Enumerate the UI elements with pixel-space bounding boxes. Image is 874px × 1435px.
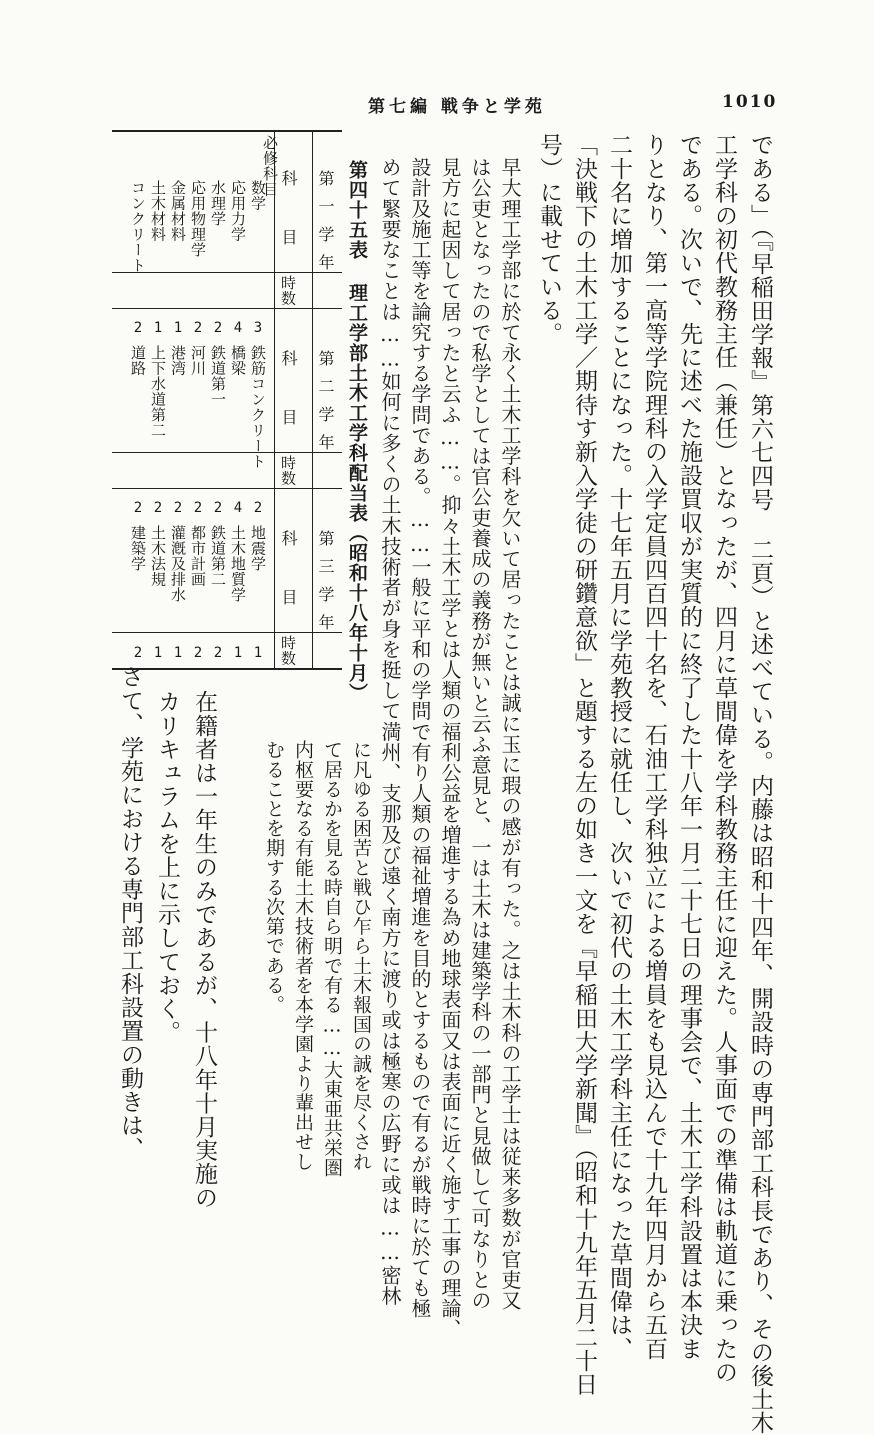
quote-line: は公吏となったので私学としては官公吏養成の義務が無いと云ふ意見と、一は土木は建築学科の一部門と見做して可なりとの <box>468 157 492 1311</box>
hours-header-3: 時数 <box>279 635 297 666</box>
page-number: 1010 <box>722 92 778 112</box>
subject-cell: コンクリート <box>129 180 147 273</box>
hours-cell: 2 <box>193 320 203 336</box>
subject-cell: 数学 <box>249 180 267 211</box>
hours-header-1: 時数 <box>279 275 297 306</box>
hours-cell: 2 <box>133 500 143 516</box>
hours-cell: 4 <box>233 500 243 516</box>
subject-header-1: 科 目 <box>279 170 298 257</box>
subject-cell: 鉄道第二 <box>209 525 227 587</box>
table-caption: 第四十五表 理工学部土木工学科配当表（昭和十八年十月） <box>346 160 368 703</box>
body-line: 在籍者は一年生のみであるが、十八年十月実施の <box>191 690 217 1210</box>
subject-cell: 灌漑及排水 <box>169 525 187 603</box>
quote-line: むることを期する次第である。 <box>263 740 285 1015</box>
subject-cell: 道路 <box>129 345 147 376</box>
hours-cell: 4 <box>233 320 243 336</box>
subject-cell: 鉄筋コンクリート <box>249 345 267 469</box>
subject-cell: 地震学 <box>249 525 267 572</box>
body-line: 「決戦下の土木工学／期待す新入学徒の研鑽意欲」と題する左の如き一文を『早稲田大学新聞』（昭和十九年五月二十日 <box>571 133 597 1396</box>
hours-cell: 2 <box>193 645 203 661</box>
subject-cell: 港湾 <box>169 345 187 376</box>
body-line: りとなり、第一高等学院理科の入学定員四百四十名を、石油工学科独立による増員をも見込んで十九年四月から五百 <box>641 133 667 1361</box>
year-header-3: 第三学年 <box>316 530 335 642</box>
year-header-1: 第一学年 <box>316 170 335 282</box>
quote-line: 早大理工学部に於て永く土木工学科を欠いて居ったことは誠に玉に瑕の感が有った。之は土木科の工学士は従来多数が官吏又 <box>498 157 522 1311</box>
body-line: 号）に載せている。 <box>536 133 562 346</box>
year-header-2: 第二学年 <box>316 350 335 462</box>
quote-line: 内枢要なる有能土木技術者を本学園より輩出せし <box>292 740 314 1172</box>
hours-cell: 1 <box>173 320 183 336</box>
curriculum-table <box>112 130 342 670</box>
hours-cell: 2 <box>253 500 263 516</box>
subject-cell: 土木地質学 <box>229 525 247 603</box>
subject-cell: 水理学 <box>209 180 227 227</box>
hours-cell: 2 <box>193 500 203 516</box>
subject-cell: 上下水道第二 <box>149 345 167 438</box>
subject-cell: 土木材料 <box>149 180 167 242</box>
hours-cell: 1 <box>153 320 163 336</box>
hours-cell: 2 <box>213 645 223 661</box>
hours-cell: 2 <box>213 320 223 336</box>
hours-cell: 1 <box>233 645 243 661</box>
hours-cell: 3 <box>253 320 263 336</box>
subject-header-2: 科 目 <box>279 350 298 437</box>
quote-line: めて緊要なことは……如何に多くの土木技術者が身を挺して満州、支那及び遠く南方に渡り或は極寒の広野に或は……密林 <box>378 157 402 1306</box>
hours-cell: 2 <box>173 500 183 516</box>
subject-cell: 橋梁 <box>229 345 247 376</box>
subject-header-3: 科 目 <box>279 530 298 617</box>
row-header-required: 必修科目 <box>261 135 279 197</box>
quote-line: て居るかを見る時自ら明で有る……大東亜共栄圏 <box>321 740 343 1178</box>
hours-cell: 2 <box>133 645 143 661</box>
subject-cell: 土木法規 <box>149 525 167 587</box>
running-head-title: 第七編 戦争と学苑 <box>368 97 546 117</box>
quote-line: 設計及施工等を論究する学問である。……一般に平和の学問で有り人類の福祉増進を目的とするもので有るが戦時に於ても極 <box>408 157 432 1319</box>
subject-cell: 建築学 <box>129 525 147 572</box>
quote-line: 見方に起因して居ったと云ふ……。抑々土木工学とは人類の福利公益を増進する為め地球表面又は表面に近く施す工事の理論、 <box>438 157 462 1340</box>
subject-cell: 鉄道第一 <box>209 345 227 407</box>
body-line: である。次いで、先に述べた施設買収が実質的に終了した十八年一月二十七日の理事会で、土木工学科設置は本決ま <box>676 133 702 1361</box>
hours-header-2: 時数 <box>279 455 297 486</box>
hours-cell: 2 <box>213 500 223 516</box>
hours-cell: 2 <box>153 500 163 516</box>
subject-cell: 応用物理学 <box>189 180 207 258</box>
subject-cell: 応用力学 <box>229 180 247 242</box>
body-line: カリキュラムを上に示しておく。 <box>154 690 180 1044</box>
hours-cell: 1 <box>253 645 263 661</box>
subject-cell: 都市計画 <box>189 525 207 587</box>
body-line: 二十名に増加することになった。十七年五月に学苑教授に就任し、次いで初代の土木工学科主任になった草間偉は、 <box>606 133 632 1361</box>
hours-cell: 1 <box>173 645 183 661</box>
hours-cell: 1 <box>153 645 163 661</box>
hours-cell: 2 <box>133 320 143 336</box>
quote-line: に凡ゆる困苦と戦ひ乍ら土木報国の誠を尽くされ <box>350 740 372 1172</box>
subject-cell: 金属材料 <box>169 180 187 242</box>
body-line: である」（『早稲田学報』第六七四号 二頁）と述べている。内藤は昭和十四年、開設時の専門部工科長であり、その後土木 <box>747 133 773 1435</box>
body-line: さて、学苑における専門部工科設置の動きは、 <box>117 665 143 1161</box>
subject-cell: 河川 <box>189 345 207 376</box>
body-line: 工学科の初代教務主任（兼任）となったが、四月に草間偉を学科教務主任に迎えた。人事面での準備は軌道に乗ったの <box>711 133 737 1384</box>
